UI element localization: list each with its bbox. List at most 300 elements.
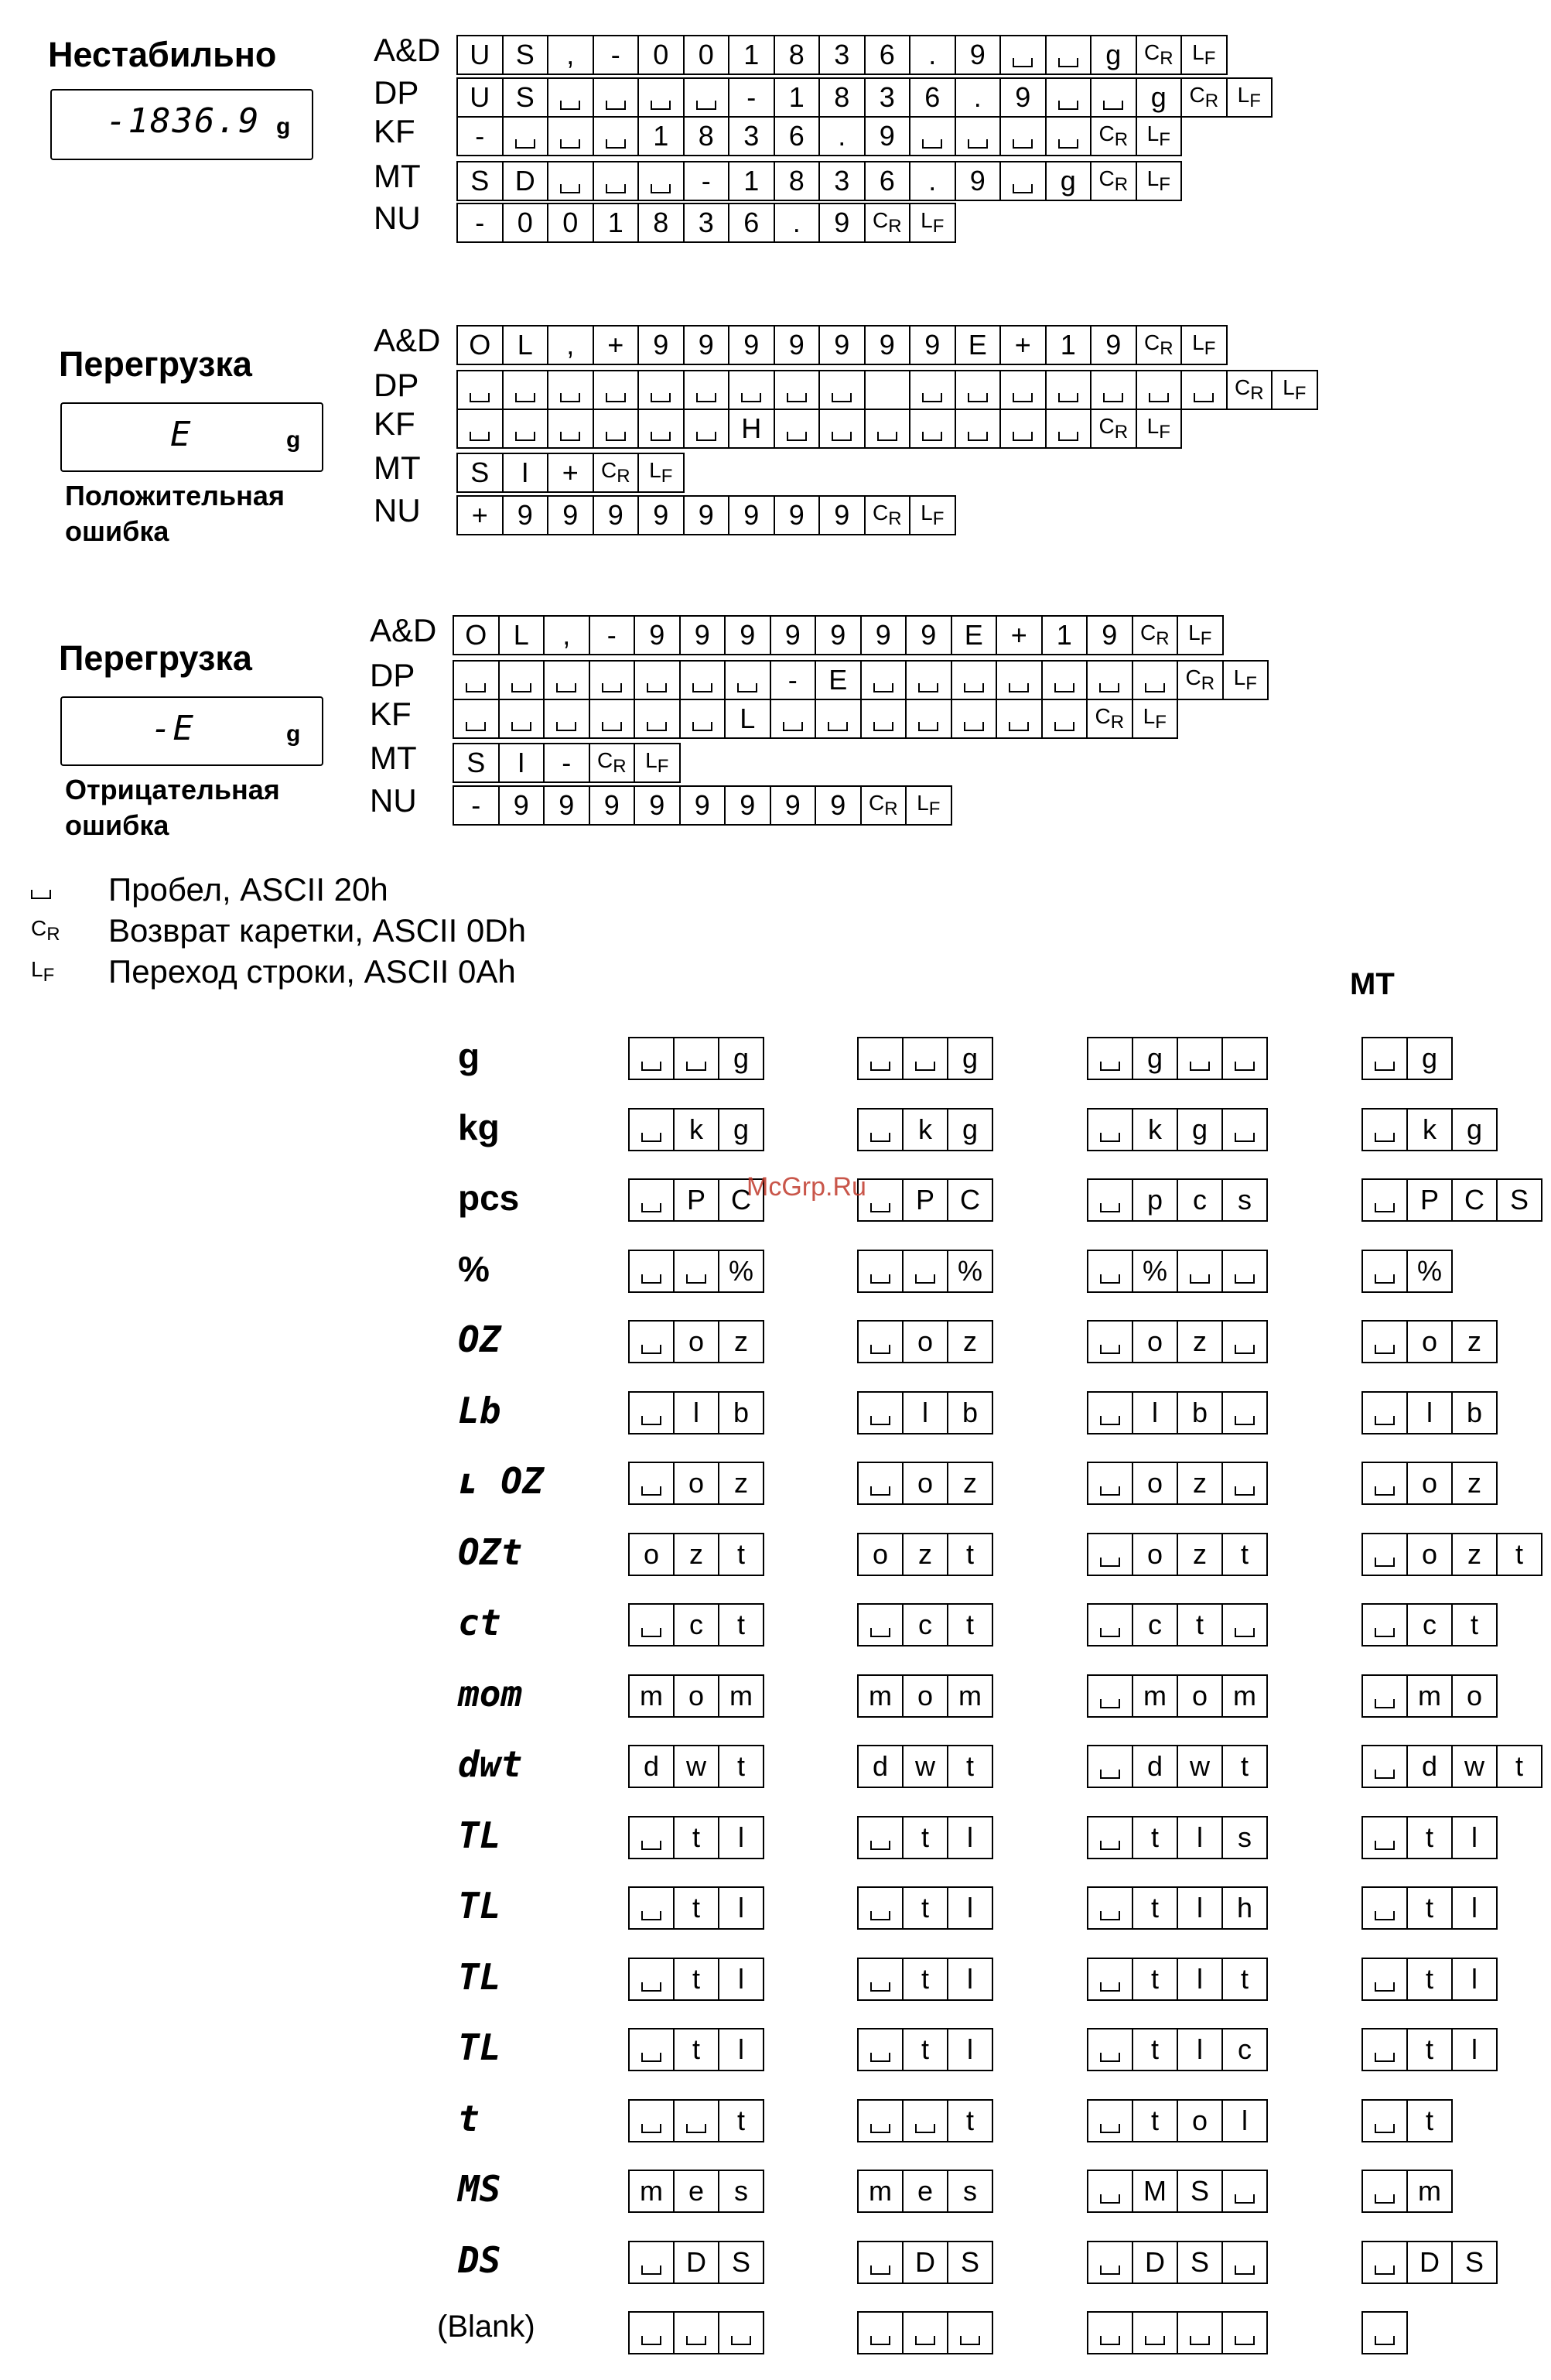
unit-cell: C [1453, 1180, 1498, 1220]
unit-label: (Blank) [437, 2310, 535, 2344]
format-label: NU [370, 782, 417, 819]
format-cell-row [456, 370, 1318, 410]
unit-cell: t [1408, 2101, 1453, 2141]
space-symbol [641, 1416, 661, 1425]
format-cell: - [594, 36, 640, 74]
unit-cell: t [1408, 1888, 1453, 1928]
line-feed-symbol: $L_F$ [1188, 621, 1212, 649]
format-cell: 3 [866, 79, 911, 116]
lcd-unit: g [276, 114, 291, 139]
unit-cell: C [948, 1180, 993, 1220]
format-cell [594, 454, 640, 491]
unit-cell: t [1133, 2101, 1178, 2141]
format-cell: + [997, 617, 1043, 654]
format-cell: H [729, 410, 775, 447]
unit-cell-row [857, 1320, 993, 1363]
unit-cell-row [1361, 1250, 1453, 1293]
unit-cell [1088, 2242, 1133, 2283]
space-symbol [641, 2124, 661, 2133]
unit-cell: z [948, 1463, 993, 1503]
format-cell [1092, 79, 1137, 116]
unit-cell: C [719, 1180, 764, 1220]
unit-cell-row [1087, 1108, 1268, 1151]
space-symbol [1149, 393, 1169, 402]
unit-cell-row [857, 2241, 993, 2284]
format-cell [681, 662, 726, 699]
space-symbol [1375, 1699, 1395, 1708]
unit-cell-row [628, 1391, 764, 1434]
format-cell [1092, 162, 1137, 200]
format-cell: g [1047, 162, 1092, 200]
space-symbol [641, 1841, 661, 1850]
space-symbol [560, 393, 580, 402]
space-symbol [964, 683, 984, 692]
format-cell: - [458, 118, 504, 155]
space-symbol [606, 184, 626, 193]
unit-cell: t [1223, 1746, 1268, 1787]
space-symbol [692, 722, 712, 731]
unit-cell: c [675, 1605, 719, 1645]
format-cell: . [775, 204, 821, 241]
legend-text: Переход строки, ASCII 0Ah [108, 953, 516, 990]
unit-cell: % [1133, 1251, 1178, 1291]
format-cell [1092, 410, 1137, 447]
unit-cell: e [675, 2171, 719, 2211]
unit-cell [630, 1180, 675, 1220]
line-feed-symbol: $L_F$ [1143, 704, 1167, 733]
unit-cell-row [857, 1391, 993, 1434]
format-cell [548, 162, 594, 200]
space-symbol [1058, 58, 1078, 67]
format-cell [504, 410, 549, 447]
unit-cell: g [948, 1110, 993, 1150]
space-symbol [832, 432, 852, 441]
space-symbol [870, 1345, 890, 1354]
space-symbol [651, 184, 671, 193]
format-cell: 9 [504, 497, 549, 534]
unit-cell: t [948, 1605, 993, 1645]
space-symbol [915, 2336, 935, 2345]
unit-cell-row [1087, 1533, 1268, 1576]
format-cell: 9 [500, 787, 545, 824]
unit-cell-row [857, 1816, 993, 1859]
space-symbol [968, 393, 988, 402]
format-cell [639, 410, 685, 447]
unit-cell [1088, 1180, 1133, 1220]
line-feed-symbol: $L_F$ [31, 957, 55, 986]
carriage-return-symbol: $C_R$ [31, 916, 60, 945]
space-symbol [31, 890, 51, 899]
unit-cell [1363, 1180, 1408, 1220]
unit-cell: D [1408, 2242, 1453, 2283]
format-cell: O [458, 327, 504, 364]
space-symbol [641, 2265, 661, 2275]
space-symbol [1013, 58, 1033, 67]
unit-cell [1088, 2171, 1133, 2211]
format-cell [1001, 410, 1047, 447]
unit-cell [630, 2313, 675, 2353]
format-cell [816, 700, 862, 737]
space-symbol [1100, 1274, 1120, 1284]
space-symbol [1100, 1133, 1120, 1142]
unit-label: TL [458, 1814, 501, 1856]
unit-cell: g [1408, 1038, 1453, 1079]
unit-cell: o [1178, 1676, 1223, 1716]
format-cell-row [456, 203, 956, 243]
format-cell [639, 162, 685, 200]
unit-cell-row [857, 2311, 993, 2354]
format-cell [907, 787, 952, 824]
space-symbol [641, 1628, 661, 1637]
unit-cell [1088, 1038, 1133, 1079]
unit-cell: t [1133, 1817, 1178, 1858]
space-symbol [968, 432, 988, 441]
format-cell: - [454, 787, 500, 824]
format-label: MT [374, 158, 421, 194]
unit-cell: l [948, 1888, 993, 1928]
space-symbol [511, 683, 531, 692]
format-cell: L [504, 327, 549, 364]
format-cell: D [504, 162, 549, 200]
unit-cell: z [719, 1463, 764, 1503]
unit-cell: k [1408, 1110, 1453, 1150]
space-symbol [686, 2124, 706, 2133]
unit-cell: g [719, 1110, 764, 1150]
format-cell: . [820, 118, 866, 155]
unit-cell: o [675, 1676, 719, 1716]
space-symbol [602, 722, 622, 731]
carriage-return-symbol: $C_R$ [1098, 121, 1129, 150]
space-symbol [1375, 2336, 1395, 2345]
format-cell: 9 [907, 617, 952, 654]
unit-cell-row [628, 1108, 764, 1151]
line-feed-symbol: $L_F$ [649, 458, 673, 487]
unit-cell: o [1178, 2101, 1223, 2141]
unit-cell: t [904, 2029, 948, 2070]
unit-label: OZ [458, 1318, 501, 1360]
carriage-return-symbol: $C_R$ [1139, 621, 1170, 649]
format-cell: 8 [639, 204, 685, 241]
space-symbol [1013, 139, 1033, 149]
format-cell: 9 [956, 36, 1002, 74]
format-cell [500, 700, 545, 737]
format-cell: 9 [816, 617, 862, 654]
unit-cell: z [1453, 1463, 1498, 1503]
format-cell: 9 [685, 497, 730, 534]
unit-cell: o [859, 1534, 904, 1575]
carriage-return-symbol: $C_R$ [1185, 665, 1215, 694]
unit-cell: m [948, 1676, 993, 1716]
unit-cell: t [1133, 1888, 1178, 1928]
format-cell [685, 371, 730, 409]
space-symbol [918, 722, 938, 731]
unit-cell: z [1453, 1534, 1498, 1575]
format-cell: 8 [775, 36, 821, 74]
unit-cell [1223, 2313, 1268, 2353]
format-cell [1137, 118, 1183, 155]
space-symbol [1235, 1416, 1255, 1425]
space-symbol [641, 1274, 661, 1284]
format-cell: 8 [685, 118, 730, 155]
unit-cell: m [1133, 1676, 1178, 1716]
format-cell [1088, 700, 1133, 737]
unit-cell-row [628, 1958, 764, 2001]
format-cell: 9 [956, 162, 1002, 200]
unit-cell-row [1087, 1674, 1268, 1718]
format-cell [866, 410, 911, 447]
line-feed-symbol: $L_F$ [1233, 665, 1257, 694]
unit-cell-row [857, 1462, 993, 1505]
unit-cell [904, 1251, 948, 1291]
unit-cell: D [675, 2242, 719, 2283]
space-symbol [873, 722, 893, 731]
format-cell: S [504, 36, 549, 74]
unit-cell: b [948, 1393, 993, 1433]
format-cell [594, 118, 640, 155]
space-symbol [1190, 1062, 1210, 1071]
section-title: Нестабильно [48, 35, 277, 74]
unit-cell: o [675, 1322, 719, 1362]
format-cell: 9 [729, 497, 775, 534]
unit-cell: o [630, 1534, 675, 1575]
space-symbol [1100, 1345, 1120, 1354]
space-symbol [606, 101, 626, 110]
unit-cell: l [719, 1817, 764, 1858]
unit-cell-row [1361, 1108, 1498, 1151]
unit-cell-row [628, 1816, 764, 1859]
unit-cell-row [628, 1533, 764, 1576]
format-cell: S [504, 79, 549, 116]
unit-cell-row [857, 1533, 993, 1576]
unit-cell: l [1223, 2101, 1268, 2141]
format-cell [729, 371, 775, 409]
space-symbol [560, 432, 580, 441]
space-symbol [515, 432, 535, 441]
format-cell [862, 700, 907, 737]
unit-cell: o [1408, 1322, 1453, 1362]
unit-cell-row [1361, 2241, 1498, 2284]
format-cell [910, 497, 956, 534]
unit-cell [1088, 1534, 1133, 1575]
unit-cell: l [1178, 1888, 1223, 1928]
format-cell [1182, 327, 1228, 364]
format-cell [594, 79, 640, 116]
unit-cell [948, 2313, 993, 2353]
line-feed-symbol: $L_F$ [1146, 121, 1170, 150]
unit-cell: l [1178, 1959, 1223, 1999]
line-feed-symbol: $L_F$ [921, 208, 945, 237]
unit-cell: d [1133, 1746, 1178, 1787]
space-symbol [1375, 1841, 1395, 1850]
unit-cell [675, 1251, 719, 1291]
unit-cell: t [675, 2029, 719, 2070]
unit-cell: l [1453, 1888, 1498, 1928]
unit-cell-row [1361, 1958, 1498, 2001]
format-cell-row [456, 409, 1182, 449]
format-cell [1043, 662, 1088, 699]
space-symbol [1100, 1416, 1120, 1425]
unit-cell-row [1361, 1674, 1498, 1718]
watermark-text: McGrp.Ru [746, 1172, 866, 1202]
unit-cell: l [1178, 1817, 1223, 1858]
unit-cell [630, 1605, 675, 1645]
unit-cell-row [1087, 1320, 1268, 1363]
format-cell: 9 [820, 204, 866, 241]
carriage-return-symbol: $C_R$ [1098, 166, 1129, 195]
unit-cell: m [859, 1676, 904, 1716]
space-symbol [1099, 683, 1119, 692]
unit-cell: m [1408, 2171, 1453, 2211]
unit-label: OZt [458, 1530, 523, 1573]
format-cell [1047, 79, 1092, 116]
space-symbol [873, 683, 893, 692]
format-cell [458, 410, 504, 447]
format-cell [1224, 662, 1269, 699]
format-cell: 9 [681, 617, 726, 654]
unit-cell [630, 1251, 675, 1291]
format-cell: 6 [866, 36, 911, 74]
space-symbol [870, 1274, 890, 1284]
format-cell [907, 662, 952, 699]
space-symbol [602, 683, 622, 692]
unit-cell: t [948, 1746, 993, 1787]
unit-cell: t [1223, 1959, 1268, 1999]
format-cell [504, 371, 549, 409]
format-cell-row [456, 116, 1182, 156]
space-symbol [1375, 2194, 1395, 2204]
format-cell [1092, 371, 1137, 409]
unit-cell-row [1361, 1886, 1498, 1930]
space-symbol [641, 1982, 661, 1992]
space-symbol [1235, 1486, 1255, 1496]
format-cell: 9 [639, 497, 685, 534]
format-cell [820, 410, 866, 447]
unit-cell: k [1133, 1110, 1178, 1150]
unit-cell [1088, 1888, 1133, 1928]
unit-cell [859, 2313, 904, 2353]
format-cell: U [458, 36, 504, 74]
format-cell: S [454, 744, 500, 781]
space-symbol [1100, 1628, 1120, 1637]
unit-cell-row [857, 1037, 993, 1080]
space-symbol [870, 1911, 890, 1920]
format-cell: 9 [866, 327, 911, 364]
unit-cell: o [1133, 1534, 1178, 1575]
carriage-return-symbol: $C_R$ [600, 458, 630, 487]
space-symbol [1100, 2265, 1120, 2275]
unit-cell [630, 1110, 675, 1150]
format-cell [1043, 700, 1088, 737]
unit-cell [1088, 1251, 1133, 1291]
unit-cell: t [1498, 1534, 1542, 1575]
unit-cell: z [675, 1534, 719, 1575]
unit-cell [1223, 1463, 1268, 1503]
format-cell: - [729, 79, 775, 116]
unit-label: ct [458, 1602, 501, 1643]
unit-cell [859, 1393, 904, 1433]
carriage-return-symbol: $C_R$ [1143, 40, 1173, 69]
lcd-unit: g [286, 427, 301, 453]
unit-cell: t [948, 1534, 993, 1575]
format-cell: 6 [775, 118, 821, 155]
format-label: MT [374, 450, 421, 486]
unit-cell: t [904, 1817, 948, 1858]
space-symbol [1375, 1770, 1395, 1779]
format-cell: S [458, 454, 504, 491]
space-symbol [870, 2265, 890, 2275]
unit-cell-row [857, 1603, 993, 1647]
unit-cell: b [1178, 1393, 1223, 1433]
unit-cell: z [1178, 1534, 1223, 1575]
format-cell: 3 [685, 204, 730, 241]
unit-cell: o [904, 1322, 948, 1362]
unit-cell: l [1453, 2029, 1498, 2070]
unit-cell [1363, 1393, 1408, 1433]
unit-cell-row [628, 2241, 764, 2284]
format-cell-row [453, 660, 1269, 700]
space-symbol [870, 1841, 890, 1850]
format-cell [775, 410, 821, 447]
unit-cell-row [1361, 1178, 1542, 1222]
format-cell: E [816, 662, 862, 699]
space-symbol [641, 2053, 661, 2062]
lcd-value: -E [151, 709, 195, 748]
format-cell [1001, 118, 1047, 155]
unit-cell: k [904, 1110, 948, 1150]
unit-label: MS [458, 2168, 501, 2210]
unit-cell [630, 1322, 675, 1362]
unit-cell: m [859, 2171, 904, 2211]
format-cell: 9 [775, 327, 821, 364]
unit-label: pcs [458, 1178, 520, 1218]
unit-cell-row [1087, 1886, 1268, 1930]
format-cell [685, 410, 730, 447]
unit-cell: % [1408, 1251, 1453, 1291]
unit-cell: o [675, 1463, 719, 1503]
lcd-unit: g [286, 721, 301, 747]
format-cell: 8 [820, 79, 866, 116]
unit-cell [859, 1888, 904, 1928]
unit-cell: b [1453, 1393, 1498, 1433]
unit-cell: l [675, 1393, 719, 1433]
space-symbol [870, 1628, 890, 1637]
format-cell: 9 [726, 787, 771, 824]
format-cell: . [910, 162, 956, 200]
format-cell [590, 700, 636, 737]
format-cell [866, 204, 911, 241]
space-symbol [922, 139, 942, 149]
space-symbol [1100, 1911, 1120, 1920]
space-symbol [1009, 683, 1029, 692]
space-symbol [870, 1982, 890, 1992]
format-cell [635, 700, 681, 737]
format-cell: 0 [685, 36, 730, 74]
format-cell: 0 [548, 204, 594, 241]
space-symbol [515, 139, 535, 149]
space-symbol [915, 1062, 935, 1071]
unit-cell: S [1178, 2171, 1223, 2211]
space-symbol [641, 1911, 661, 1920]
space-symbol [1100, 1486, 1120, 1496]
format-cell-row [453, 743, 681, 783]
carriage-return-symbol: $C_R$ [1189, 83, 1219, 111]
unit-cell: t [719, 1534, 764, 1575]
format-cell [681, 700, 726, 737]
format-cell: 9 [681, 787, 726, 824]
format-cell: O [454, 617, 500, 654]
space-symbol [560, 101, 580, 110]
unit-cell: o [904, 1463, 948, 1503]
